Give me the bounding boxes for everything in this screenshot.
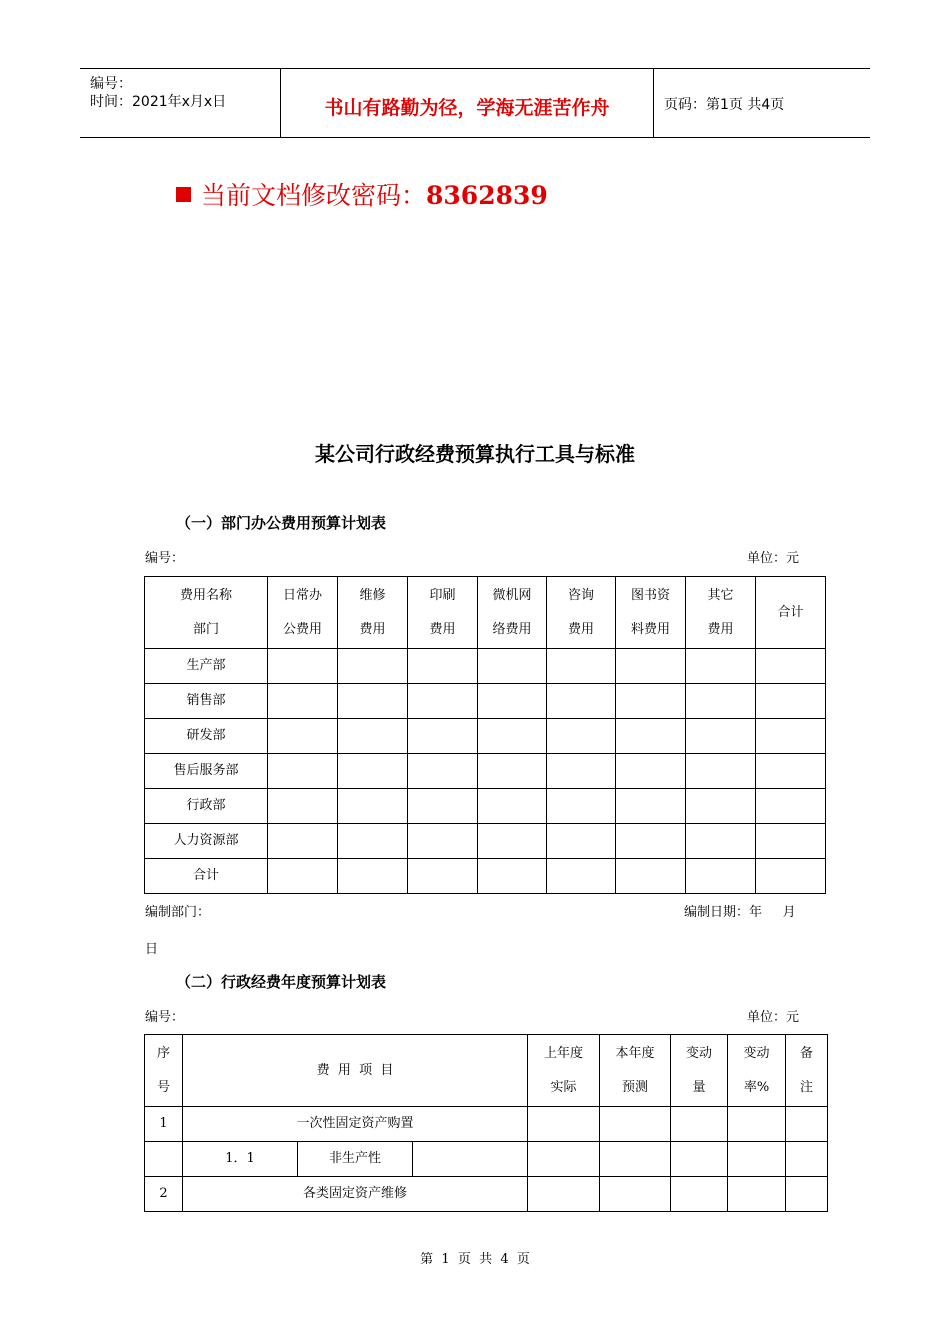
section2-heading: （二）行政经费年度预算计划表 [176,973,387,991]
page-footer: 第 1 页 共 4 页 [420,1252,530,1267]
dept-name: 合计 [145,859,268,894]
section1-heading: （一）部门办公费用预算计划表 [176,514,387,532]
row-seq: 1 [145,1107,183,1142]
col-header-maintenance: 维修 费用 [338,577,408,649]
dept-name: 人力资源部 [145,824,268,859]
col-header-change-rate: 变动 率% [728,1035,786,1107]
admin-table-header-row [145,1035,828,1107]
col-header-total: 合计 [756,577,826,649]
page-header [80,68,870,138]
dept-name: 行政部 [145,789,268,824]
row-item: 一次性固定资产购置 [183,1107,528,1142]
password-line [176,176,548,212]
dept-table-header-row [145,577,826,649]
col-header-expense-dept: 费用名称 部门 [145,577,268,649]
motto: 书山有路勤为径，学海无涯苦作舟 [324,97,610,119]
compiled-dept-label: 编制部门： [145,905,211,920]
col-header-item: 费 用 项 目 [183,1035,528,1107]
col-header-daily-office: 日常办 公费用 [268,577,338,649]
dept-name: 售后服务部 [145,754,268,789]
row-item: 各类固定资产维修 [183,1177,528,1212]
table-row [145,1107,828,1142]
col-header-notes: 备 注 [786,1035,828,1107]
table-row [145,789,826,824]
table-row [145,824,826,859]
col-header-seq: 序 号 [145,1035,183,1107]
col-header-network: 微机网 络费用 [478,577,547,649]
password-label: 当前文档修改密码： [201,181,427,210]
col-header-this-year: 本年度 预测 [600,1035,671,1107]
page-label: 页码：第1页 共4页 [664,97,785,113]
col-header-books: 图书资 料费用 [616,577,686,649]
dept-name: 生产部 [145,649,268,684]
page-title: 某公司行政经费预算执行工具与标准 [315,442,635,466]
admin-budget-table [144,1034,828,1212]
dept-name: 研发部 [145,719,268,754]
dept-name: 销售部 [145,684,268,719]
doc-number-label: 编号： [90,76,132,92]
table-row [145,859,826,894]
header-motto-cell [281,69,654,137]
red-square-icon [176,187,191,202]
password-value: 8362839 [426,181,548,210]
col-header-last-year: 上年度 实际 [528,1035,600,1107]
section2-number-label: 编号： [145,1010,185,1025]
compiled-day-label: 日 [145,942,159,957]
col-header-other: 其它 费用 [686,577,756,649]
dept-budget-table [144,576,826,894]
table-row [145,754,826,789]
col-header-change: 变动 量 [671,1035,728,1107]
header-meta [80,69,281,137]
table-row [145,684,826,719]
table-row [145,649,826,684]
section2-unit-label: 单位：元 [747,1010,800,1025]
doc-time-label: 时间：2021年x月x日 [90,94,227,110]
col-header-consulting: 咨询 费用 [547,577,616,649]
table-row [145,719,826,754]
row-sub-number: 1．1 [183,1142,298,1177]
compiled-date-label: 编制日期：年 月 [684,905,796,920]
section1-number-label: 编号： [145,551,185,566]
row-seq: 2 [145,1177,183,1212]
col-header-printing: 印刷 费用 [408,577,478,649]
table-row [145,1177,828,1212]
row-sub-item: 非生产性 [298,1142,413,1177]
table-row [145,1142,828,1177]
header-page-cell [654,69,870,137]
section1-unit-label: 单位：元 [747,551,800,566]
